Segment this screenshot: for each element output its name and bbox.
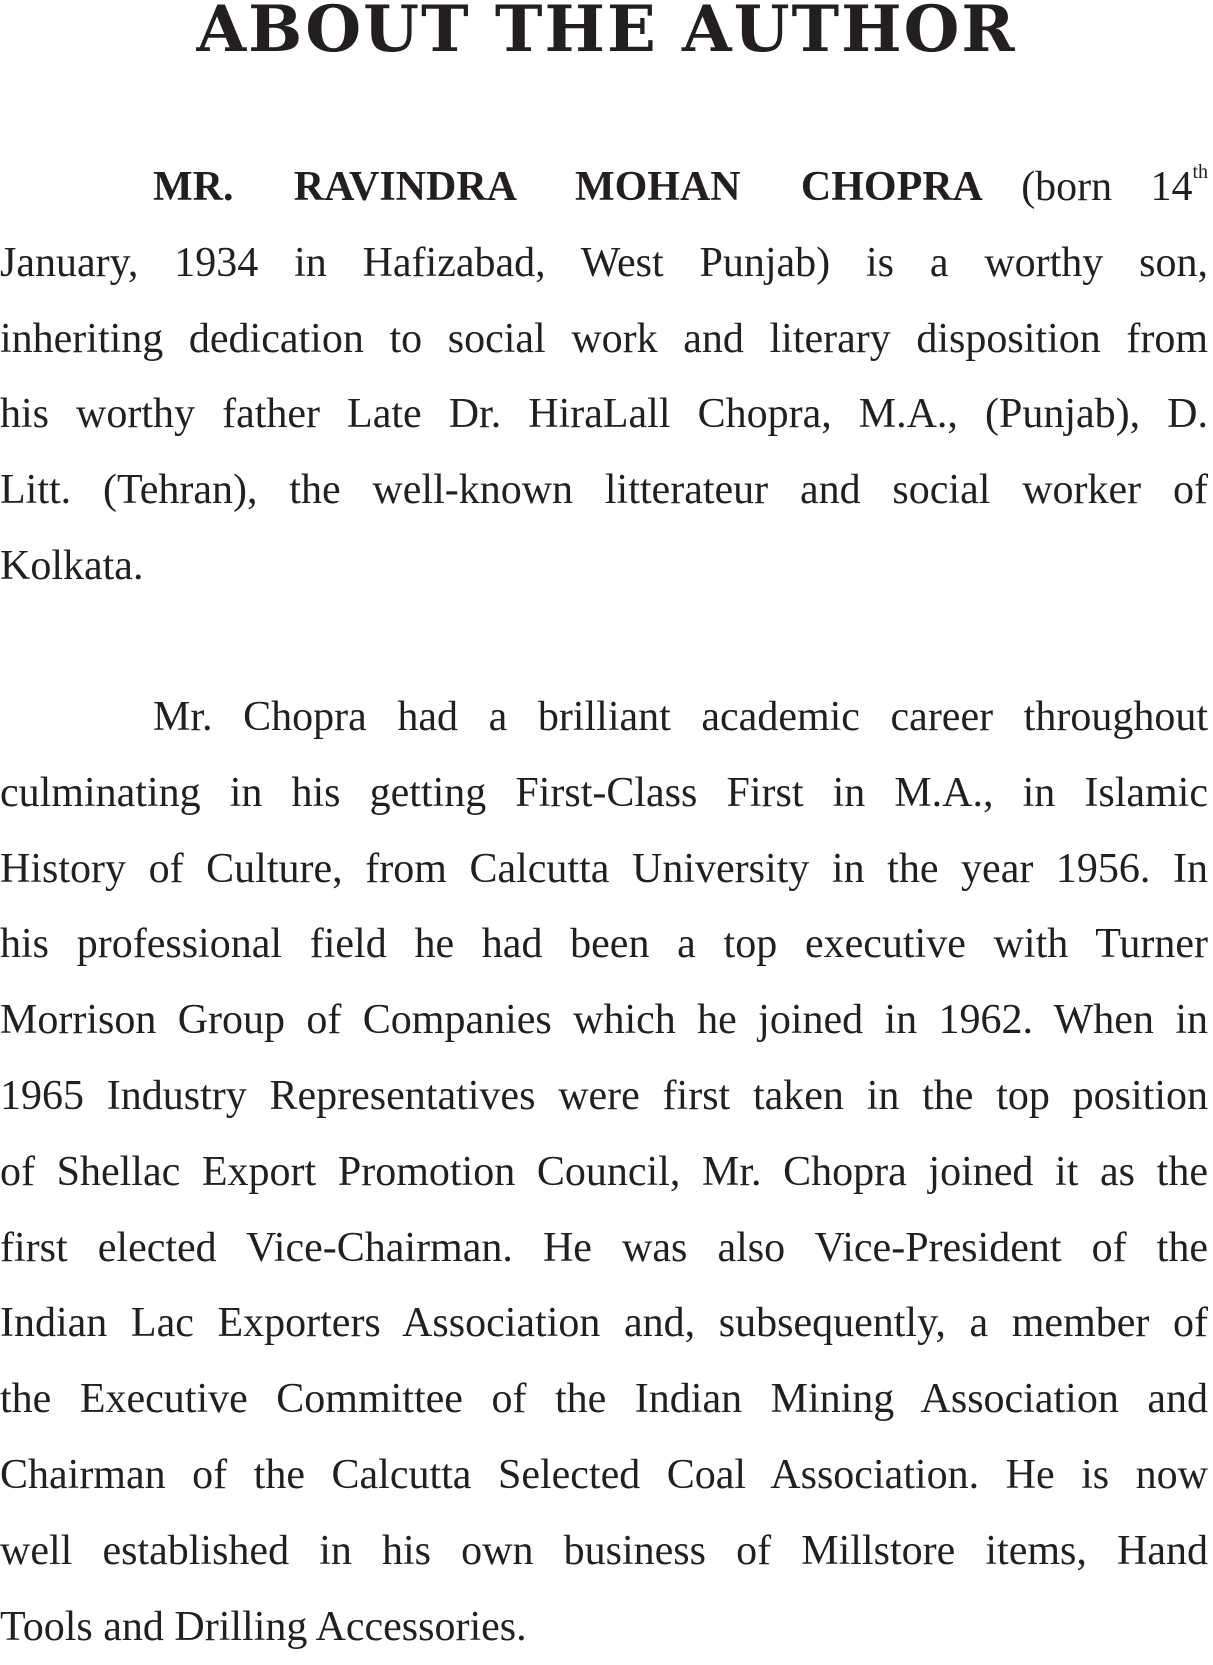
text-line: January, 1934 in Hafizabad, West Punjab) is a worthy son,: [0, 239, 1208, 286]
text-line: Morrison Group of Companies which he joined in 1962. When in: [0, 997, 1208, 1044]
page-title: ABOUT THE AUTHOR: [196, 0, 1017, 67]
text-line: inheriting dedication to social work and literary disposition from: [0, 315, 1208, 362]
text-line: Indian Lac Exporters Association and, subsequently, a member of: [0, 1300, 1208, 1347]
text-line: his worthy father Late Dr. HiraLall Chopra, M.A., (Punjab), D.: [0, 391, 1208, 438]
text-line: first elected Vice-Chairman. He was also Vice-President of the: [0, 1224, 1208, 1271]
text-line: [0, 150, 1208, 226]
text-line: Tools and Drilling Accessories.: [0, 1603, 527, 1650]
text-line: his professional field he had been a top executive with Turner: [0, 921, 1208, 968]
text-line: Chairman of the Calcutta Selected Coal Association. He is now: [0, 1451, 1208, 1498]
text-line: Kolkata.: [0, 542, 144, 589]
paragraph-career: [0, 680, 1208, 1665]
text-line: of Shellac Export Promotion Council, Mr. Chopra joined it as the: [0, 1148, 1208, 1195]
text-line: History of Culture, from Calcutta University in the year 1956. In: [0, 845, 1208, 892]
author-name: MR. RAVINDRA MOHAN CHOPRA: [153, 164, 983, 210]
text-line: Litt. (Tehran), the well-known litterateur and social worker of: [0, 467, 1208, 514]
text-line: the Executive Committee of the Indian Mining Association and: [0, 1376, 1208, 1423]
text-line: Mr. Chopra had a brilliant academic career throughout: [153, 694, 1208, 740]
text-line: culminating in his getting First-Class First in M.A., in Islamic: [0, 769, 1208, 816]
text-line: 1965 Industry Representatives were first taken in the top position: [0, 1072, 1208, 1119]
birth-text: (born 14: [1021, 164, 1193, 210]
superscript: th: [1192, 161, 1209, 183]
text-line: well established in his own business of Millstore items, Hand: [0, 1527, 1208, 1574]
paragraph-intro: [0, 150, 1208, 605]
